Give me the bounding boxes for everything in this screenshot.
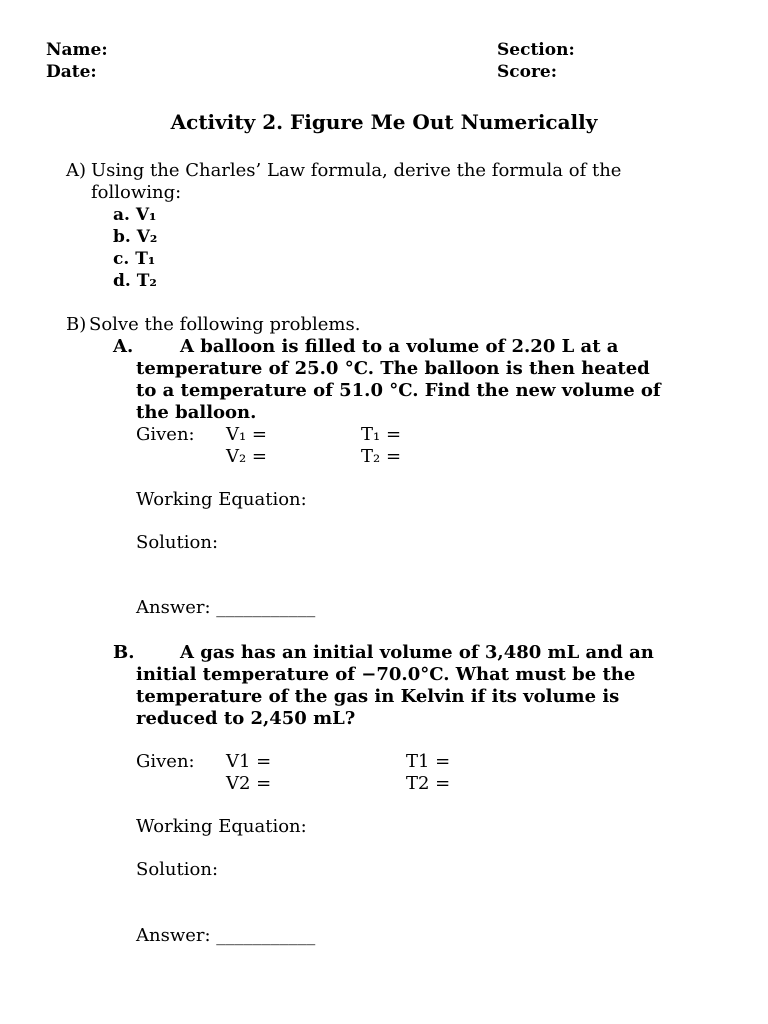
problem-b-letter: B. [113,642,135,663]
part-a-instruction-line1: Using the Charles’ Law formula, derive the formula of the [91,160,622,181]
problem-a-line3: to a temperature of 51.0 °C. Find the new volume of [136,380,661,401]
problem-b-working-equation: Working Equation: [136,816,307,837]
part-b-marker: B) [66,314,87,335]
problem-a-line2: temperature of 25.0 °C. The balloon is then heated [136,358,650,379]
name-label: Name: [46,40,108,60]
problem-a-line4: the balloon. [136,402,257,423]
list-item-letter: b. [113,227,131,247]
list-item [113,227,157,247]
date-label: Date: [46,62,97,82]
problem-b-t1: T1 = [406,751,451,772]
page-title: Activity 2. Figure Me Out Numerically [170,110,598,134]
section-label: Section: [497,40,575,60]
list-item [113,271,157,291]
problem-b-line4: reduced to 2,450 mL? [136,708,356,729]
list-item-label: T₁ [135,249,156,269]
problem-b-answer: Answer: ___________ [136,925,316,946]
problem-b-line2: initial temperature of −70.0°C. What must be the [136,664,636,685]
problem-b-t2: T2 = [406,773,451,794]
list-item-label: T₂ [136,271,157,291]
problem-a-letter: A. [113,336,134,357]
problem-b-v2: V2 = [226,773,272,794]
list-item-label: V₂ [136,227,158,247]
list-item [113,205,157,225]
problem-b-line1: A gas has an initial volume of 3,480 mL and an [180,642,654,663]
problem-a-t2: T₂ = [361,446,402,467]
list-item [113,249,155,269]
list-item-letter: a. [113,205,130,225]
part-a-marker: A) [66,160,87,181]
list-item-letter: d. [113,271,131,291]
problem-a-working-equation: Working Equation: [136,489,307,510]
problem-b-solution: Solution: [136,859,219,880]
problem-a-given-label: Given: [136,424,195,445]
list-item-label: V₁ [135,205,157,225]
score-label: Score: [497,62,558,82]
part-b-instruction: Solve the following problems. [89,314,361,335]
problem-a-answer: Answer: ___________ [136,597,316,618]
problem-a-v1: V₁ = [226,424,268,445]
problem-b-line3: temperature of the gas in Kelvin if its volume is [136,686,620,707]
problem-a-solution: Solution: [136,532,219,553]
problem-b-v1: V1 = [226,751,272,772]
list-item-letter: c. [113,249,130,269]
problem-a-t1: T₁ = [361,424,402,445]
problem-b-given-label: Given: [136,751,195,772]
problem-a-v2: V₂ = [226,446,268,467]
part-a-instruction-line2: following: [91,182,182,203]
problem-a-line1: A balloon is filled to a volume of 2.20 L at a [180,336,619,357]
